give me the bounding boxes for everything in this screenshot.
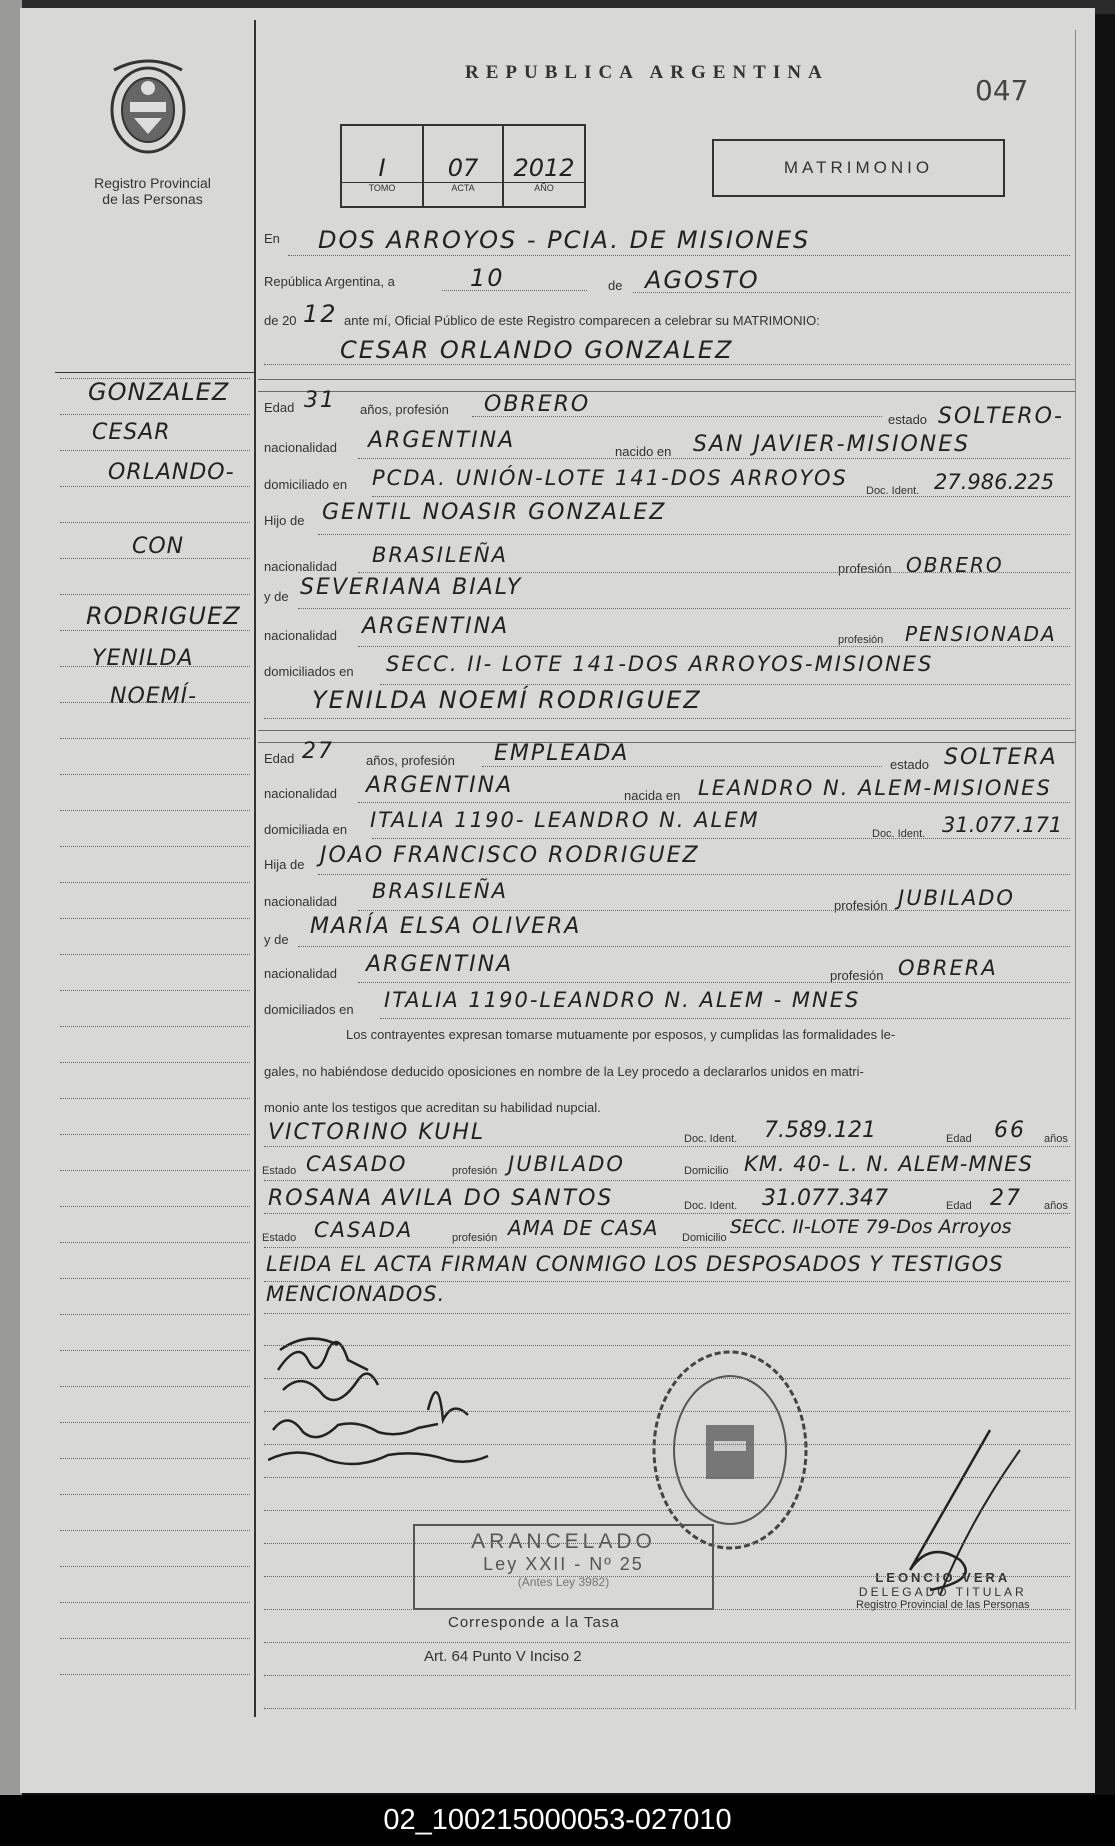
acta-value: 07	[447, 154, 479, 182]
groom-father-profession: OBRERO	[906, 553, 1004, 577]
label-hijo-de: Hijo de	[264, 513, 305, 528]
ano-label: AÑO	[504, 182, 584, 193]
margin-rule-line	[60, 810, 250, 811]
label-w1-domicilio: Domicilio	[684, 1165, 729, 1177]
groom-doc: 27.986.225	[934, 470, 1055, 494]
label-nacionalidad: nacionalidad	[264, 440, 338, 455]
margin-note-line3: ORLANDO-	[108, 460, 235, 485]
label-nacido-en: nacido en	[615, 444, 672, 459]
bride-name: YENILDA NOEMÍ RODRIGUEZ	[312, 686, 702, 714]
coat-of-arms-icon	[100, 58, 196, 158]
groom-status: SOLTERO-	[938, 404, 1064, 429]
bride-father-nationality: BRASILEÑA	[372, 879, 508, 903]
line-groom-nat	[358, 458, 1070, 459]
place: DOS ARROYOS - PCIA. DE MISIONES	[318, 226, 811, 254]
witness2-age: 27	[990, 1186, 1022, 1211]
line-bride-name	[264, 718, 1070, 719]
margin-rule-line	[60, 1098, 250, 1099]
label-profesion: profesión	[838, 561, 892, 576]
registry-name-line2: de las Personas	[102, 191, 203, 207]
signature-rule-line	[264, 1609, 1070, 1610]
legal-text-line3: monio ante los testigos que acreditan su habilidad nupcial.	[264, 1100, 601, 1115]
line-groom-father-nat	[358, 572, 1070, 573]
signature-rule-line	[264, 1543, 1070, 1544]
margin-rule-line	[60, 522, 250, 523]
label-nacionalidad-3: nacionalidad	[264, 628, 338, 643]
groom-parents-domicile: SECC. II- LOTE 141-DOS ARROYOS-MISIONES	[386, 652, 934, 676]
bride-domicile: ITALIA 1190- LEANDRO N. ALEM	[370, 808, 760, 832]
label-ante-mi: ante mí, Oficial Público de este Registro comparecen a celebrar su MATRIMONIO:	[344, 313, 820, 328]
label-w1-profesion: profesión	[452, 1165, 498, 1177]
label-en: En	[264, 231, 280, 246]
line-w2b	[264, 1247, 1070, 1248]
bride-age: 27	[302, 739, 334, 764]
margin-rule-line	[60, 450, 250, 451]
label-domiciliado-en: domiciliado en	[264, 477, 348, 492]
margin-rule-line	[60, 954, 250, 955]
line-w1	[264, 1146, 1070, 1147]
line-w1b	[264, 1180, 1070, 1181]
witness2-name: ROSANA AVILA DO SANTOS	[268, 1186, 614, 1211]
label-nacionalidad-b: nacionalidad	[264, 786, 338, 801]
groom-mother-nationality: ARGENTINA	[362, 614, 510, 639]
margin-rule-line	[60, 774, 250, 775]
bride-father: JOAO FRANCISCO RODRIGUEZ	[320, 843, 700, 868]
line-bride-mother-nat	[358, 982, 1070, 983]
tomo-cell	[342, 126, 424, 206]
margin-rule-line	[60, 990, 250, 991]
label-de-20: de 20	[264, 313, 297, 328]
margin-note-line1: GONZALEZ	[88, 378, 230, 406]
separator-bride-2	[258, 742, 1075, 743]
margin-separator	[254, 20, 256, 1717]
groom-father-nationality: BRASILEÑA	[372, 543, 508, 567]
label-doc-ident: Doc. Ident.	[866, 485, 920, 497]
bride-father-profession: JUBILADO	[898, 886, 1015, 910]
margin-rule-line	[60, 1206, 250, 1207]
stamp-line5: Art. 64 Punto V Inciso 2	[424, 1648, 582, 1665]
label-domiciliados-en: domiciliados en	[264, 664, 354, 679]
line-bride-father-nat	[358, 910, 1070, 911]
line-groom-name	[264, 364, 1070, 365]
scan-left-edge	[0, 0, 22, 1795]
bride-born-in: LEANDRO N. ALEM-MISIONES	[698, 776, 1052, 800]
label-profesion-b2: profesión	[830, 968, 884, 983]
label-anos-profesion: años, profesión	[360, 402, 449, 417]
year-suffix: 12	[303, 300, 338, 328]
line-place	[288, 255, 1070, 256]
label-doc-ident-b: Doc. Ident.	[872, 828, 926, 840]
label-nacionalidad-2: nacionalidad	[264, 559, 338, 574]
line-bride-parents-dom	[380, 1018, 1070, 1019]
label-w2-domicilio: Domicilio	[682, 1232, 727, 1244]
margin-note-line7: NOEMÍ-	[110, 684, 198, 709]
margin-top-rule	[55, 372, 255, 373]
margin-rule-line	[60, 1278, 250, 1279]
line-groom-parents-dom	[380, 684, 1070, 685]
margin-rule-line	[60, 882, 250, 883]
margin-rule-line	[60, 702, 250, 703]
label-y-de-b: y de	[264, 932, 289, 947]
closing-line1: LEIDA EL ACTA FIRMAN CONMIGO LOS DESPOSADOS Y TESTIGOS	[266, 1252, 1004, 1276]
line-bride-mother	[298, 946, 1070, 947]
margin-rule-line	[60, 1026, 250, 1027]
official-name: LEONCIO VERA	[875, 1570, 1011, 1585]
margin-rule-line	[60, 1062, 250, 1063]
signature-rule-line	[264, 1642, 1070, 1643]
margin-rule-line	[60, 1350, 250, 1351]
legal-text-line2: gales, no habiéndose deducido oposiciones en nombre de la Ley procedo a declararlos unidos en matri-	[264, 1064, 864, 1079]
label-w1-estado: Estado	[262, 1165, 297, 1177]
scan-id-footer: 02_100215000053-027010	[0, 1795, 1115, 1846]
label-w1-anos: años	[1044, 1133, 1068, 1145]
bride-doc: 31.077.171	[942, 813, 1063, 837]
signature-rule-line	[264, 1378, 1070, 1379]
tomo-value: I	[378, 154, 386, 182]
ano-value: 2012	[513, 154, 575, 182]
label-estado: estado	[888, 412, 928, 427]
stamp-line2: Ley XXII - Nº 25	[483, 1554, 644, 1574]
groom-born-in: SAN JAVIER-MISIONES	[693, 432, 971, 457]
witness2-profession: AMA DE CASA	[508, 1216, 659, 1240]
line-groom-father	[318, 534, 1070, 535]
margin-rule-line	[60, 666, 250, 667]
label-estado-b: estado	[890, 757, 930, 772]
margin-rule-line	[60, 1674, 250, 1675]
margin-note-line2: CESAR	[92, 420, 171, 445]
line-closing2	[264, 1313, 1070, 1314]
right-border	[1075, 30, 1076, 1710]
closing-line2: MENCIONADOS.	[266, 1282, 446, 1306]
groom-age: 31	[304, 388, 336, 413]
label-edad: Edad	[264, 400, 295, 415]
margin-rule-line	[60, 738, 250, 739]
margin-rule-line	[60, 1314, 250, 1315]
stamp-line4: Corresponde a la Tasa	[448, 1614, 620, 1631]
record-type-box: MATRIMONIO	[712, 139, 1005, 197]
signature-rule-line	[264, 1345, 1070, 1346]
witness1-domicile: KM. 40- L. N. ALEM-MNES	[744, 1152, 1033, 1176]
line-bride-father	[318, 874, 1070, 875]
margin-rule-line	[60, 1422, 250, 1423]
margin-rule-line	[60, 558, 250, 559]
label-profesion-b: profesión	[834, 898, 888, 913]
arancelado-stamp	[413, 1524, 714, 1610]
label-domiciliados-en-b: domiciliados en	[264, 1002, 354, 1017]
line-bride-nat	[358, 802, 1070, 803]
margin-rule-line	[60, 1530, 250, 1531]
witness2-status: CASADA	[314, 1218, 414, 1242]
witness2-domicile: SECC. II-LOTE 79-Dos Arroyos	[730, 1216, 1012, 1238]
groom-mother-profession: PENSIONADA	[905, 622, 1057, 646]
signature-rule-line	[264, 1510, 1070, 1511]
groom-name: CESAR ORLANDO GONZALEZ	[340, 336, 734, 364]
groom-father: GENTIL NOASIR GONZALEZ	[322, 500, 667, 525]
margin-rule-line	[60, 630, 250, 631]
registry-name	[70, 175, 235, 207]
label-domiciliada-en: domiciliada en	[264, 822, 348, 837]
bride-nationality: ARGENTINA	[366, 773, 514, 798]
stamp-line3: (Antes Ley 3982)	[517, 1575, 610, 1589]
stamp-line1: ARANCELADO	[471, 1530, 656, 1553]
margin-rule-line	[60, 1386, 250, 1387]
margin-note-line4: CON	[132, 534, 185, 559]
signature-rule-line	[264, 1675, 1070, 1676]
margin-rule-line	[60, 486, 250, 487]
label-w1-edad: Edad	[946, 1133, 972, 1145]
registry-reference-box	[340, 124, 586, 208]
groom-mother: SEVERIANA BIALY	[300, 575, 523, 600]
line-bride-dom	[372, 838, 1070, 839]
label-nacida-en: nacida en	[624, 788, 681, 803]
line-bride-profession	[482, 766, 882, 767]
margin-rule-line	[60, 1602, 250, 1603]
margin-rule-line	[60, 1494, 250, 1495]
ano-cell	[504, 126, 584, 206]
acta-label: ACTA	[424, 182, 502, 193]
label-anos-profesion-b: años, profesión	[366, 753, 455, 768]
label-w2-profesion: profesión	[452, 1232, 498, 1244]
bride-profession: EMPLEADA	[494, 741, 630, 766]
groom-domicile: PCDA. UNIÓN-LOTE 141-DOS ARROYOS	[372, 466, 848, 490]
day: 10	[470, 264, 505, 292]
witness1-doc: 7.589.121	[764, 1118, 876, 1143]
witness1-name: VICTORINO KUHL	[268, 1120, 486, 1145]
separator-groom	[258, 379, 1075, 380]
registry-name-line1: Registro Provincial	[94, 175, 211, 191]
signature-rule-line	[264, 1444, 1070, 1445]
acta-cell	[424, 126, 504, 206]
label-nacionalidad-b3: nacionalidad	[264, 966, 338, 981]
label-hija-de: Hija de	[264, 857, 305, 872]
signatures-icon	[268, 1320, 508, 1480]
line-groom-dom	[372, 496, 1070, 497]
label-profesion-2: profesión	[838, 634, 884, 646]
separator-groom-2	[258, 391, 1075, 392]
margin-note-line5: RODRIGUEZ	[86, 602, 241, 630]
margin-rule-line	[60, 414, 250, 415]
margin-rule-line	[60, 1458, 250, 1459]
folio-number: 047	[975, 74, 1029, 107]
margin-rule-line	[60, 1566, 250, 1567]
margin-rule-line	[60, 594, 250, 595]
label-de-month: de	[608, 278, 623, 293]
bride-status: SOLTERA	[944, 745, 1058, 770]
month: AGOSTO	[645, 266, 760, 294]
label-w1-doc: Doc. Ident.	[684, 1133, 738, 1145]
signature-rule-line	[264, 1411, 1070, 1412]
label-w2-edad: Edad	[946, 1200, 972, 1212]
witness1-age: 66	[994, 1118, 1026, 1143]
witness1-profession: JUBILADO	[508, 1152, 625, 1176]
label-nacionalidad-b2: nacionalidad	[264, 894, 338, 909]
margin-rule-line	[60, 378, 250, 379]
label-w2-estado: Estado	[262, 1232, 297, 1244]
groom-nationality: ARGENTINA	[368, 428, 516, 453]
witness2-doc: 31.077.347	[762, 1186, 888, 1211]
tomo-label: TOMO	[342, 182, 422, 193]
signature-rule-line	[264, 1576, 1070, 1577]
country-title: REPUBLICA ARGENTINA	[465, 62, 829, 83]
signature-rule-line	[264, 1708, 1070, 1709]
line-day	[442, 290, 587, 291]
label-w2-anos: años	[1044, 1200, 1068, 1212]
margin-rule-line	[60, 918, 250, 919]
official-org: Registro Provincial de las Personas	[856, 1599, 1030, 1611]
label-w2-doc: Doc. Ident.	[684, 1200, 738, 1212]
line-groom-mother-nat	[358, 646, 1070, 647]
bride-mother-nationality: ARGENTINA	[366, 952, 514, 977]
margin-rule-line	[60, 1638, 250, 1639]
margin-rule-line	[60, 1170, 250, 1171]
margin-note-line6: YENILDA	[92, 646, 194, 671]
legal-text-line1: Los contrayentes expresan tomarse mutuamente por esposos, y cumplidas las formalidades le-	[346, 1027, 896, 1042]
margin-rule-line	[60, 1242, 250, 1243]
line-w2	[264, 1213, 1070, 1214]
bride-mother-profession: OBRERA	[898, 956, 998, 980]
bride-mother: MARÍA ELSA OLIVERA	[310, 914, 582, 939]
margin-rule-line	[60, 846, 250, 847]
label-edad-b: Edad	[264, 751, 295, 766]
label-y-de: y de	[264, 589, 289, 604]
groom-profession: OBRERO	[484, 392, 591, 417]
line-groom-mother	[298, 608, 1070, 609]
separator-bride	[258, 730, 1075, 731]
signature-rule-line	[264, 1477, 1070, 1478]
label-republica: República Argentina, a	[264, 274, 395, 289]
margin-rule-line	[60, 1134, 250, 1135]
bride-parents-domicile: ITALIA 1190-LEANDRO N. ALEM - MNES	[384, 988, 861, 1012]
official-title: DELEGADO TITULAR	[858, 1585, 1027, 1599]
witness1-status: CASADO	[306, 1152, 408, 1176]
